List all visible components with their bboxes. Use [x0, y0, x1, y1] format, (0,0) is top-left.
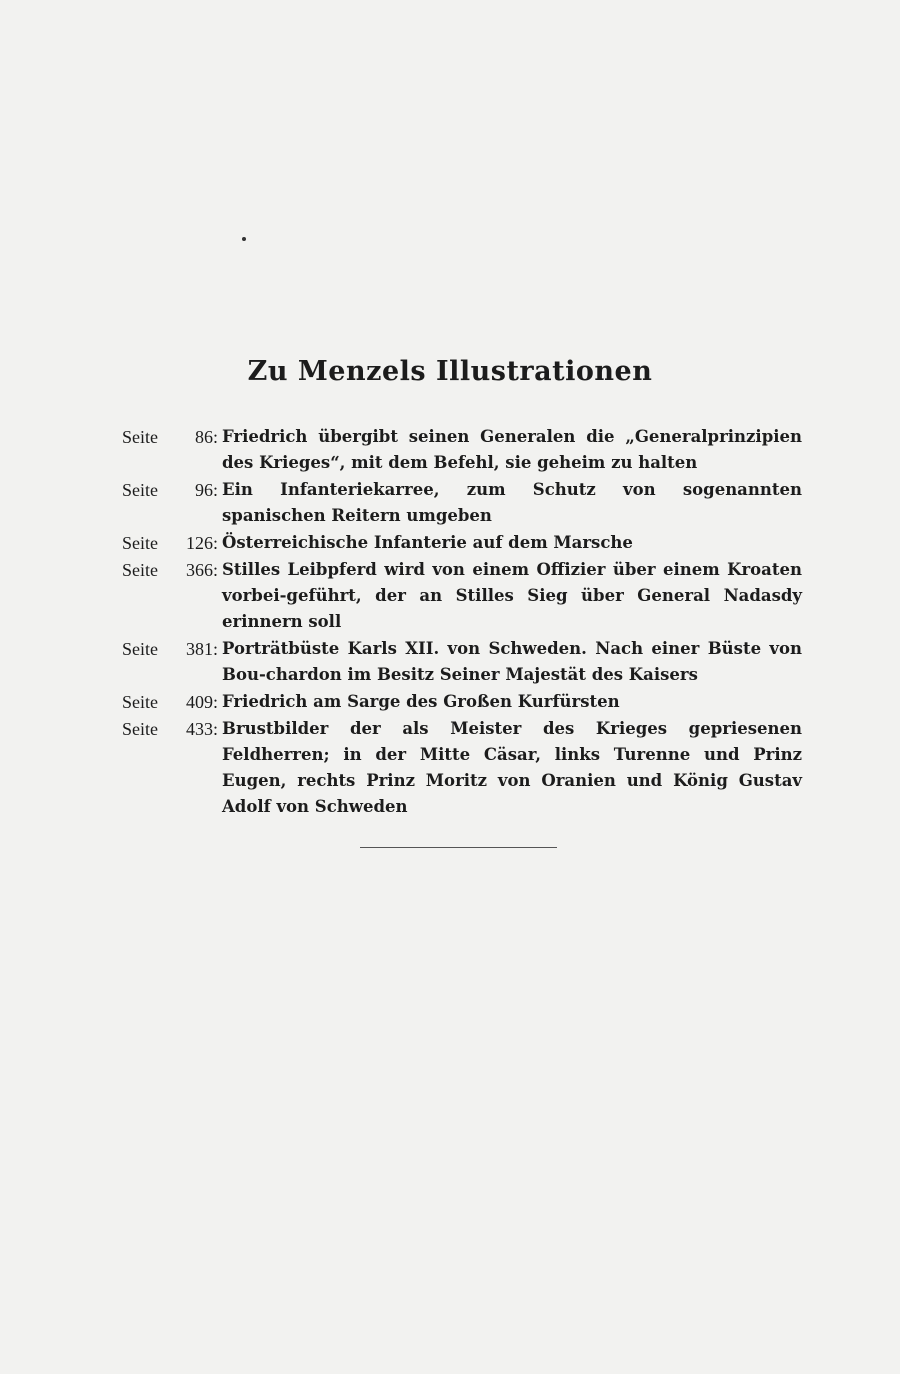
page-reference [122, 530, 222, 556]
page-title: Zu Menzels Illustrationen [247, 356, 653, 387]
illustration-description: Brustbilder der als Meister des Krieges gepriesenen Feldherren; in der Mitte Cäsar, links Turenne und Prinz Eugen, rechts Prinz Moritz von Oranien und König Gustav Adolf von Schweden [222, 719, 802, 816]
page-number: 96: [194, 480, 218, 500]
page-number: 366: [185, 560, 218, 580]
page-reference [122, 689, 222, 715]
illustration-description: Stilles Leibpferd wird von einem Offizier über einem Kroaten vorbei-geführt, der an Stilles Sieg über General Nadasdy erinnern soll [222, 560, 802, 631]
list-item [122, 530, 802, 556]
page-reference [122, 716, 222, 742]
page-label: Seite [122, 692, 158, 712]
page-number: 381: [185, 639, 218, 659]
page-label: Seite [122, 560, 158, 580]
page-number: 126: [185, 533, 218, 553]
list-item [122, 636, 802, 688]
illustration-description: Österreichische Infanterie auf dem Marsche [222, 533, 633, 552]
illustration-list [122, 424, 802, 821]
divider-rule [360, 847, 557, 848]
list-item [122, 477, 802, 529]
page-label: Seite [122, 639, 158, 659]
ink-speck [242, 237, 246, 241]
page-reference [122, 424, 222, 450]
page-number: 86: [194, 427, 218, 447]
page-label: Seite [122, 427, 158, 447]
page-reference [122, 477, 222, 503]
illustration-description: Porträtbüste Karls XII. von Schweden. Nach einer Büste von Bou-chardon im Besitz Seiner Majestät des Kaisers [222, 639, 802, 684]
list-item [122, 716, 802, 820]
page-reference [122, 636, 222, 662]
list-item [122, 557, 802, 635]
list-item [122, 424, 802, 476]
illustration-description: Ein Infanteriekarree, zum Schutz von sogenannten spanischen Reitern umgeben [222, 480, 802, 525]
page-number: 433: [185, 719, 218, 739]
page-label: Seite [122, 533, 158, 553]
page-label: Seite [122, 480, 158, 500]
list-item [122, 689, 802, 715]
illustration-description: Friedrich übergibt seinen Generalen die „Generalprinzipien des Krieges“, mit dem Befehl, sie geheim zu halten [222, 427, 802, 472]
page-label: Seite [122, 719, 158, 739]
page-reference [122, 557, 222, 583]
illustration-description: Friedrich am Sarge des Großen Kurfürsten [222, 692, 620, 711]
page-number: 409: [185, 692, 218, 712]
